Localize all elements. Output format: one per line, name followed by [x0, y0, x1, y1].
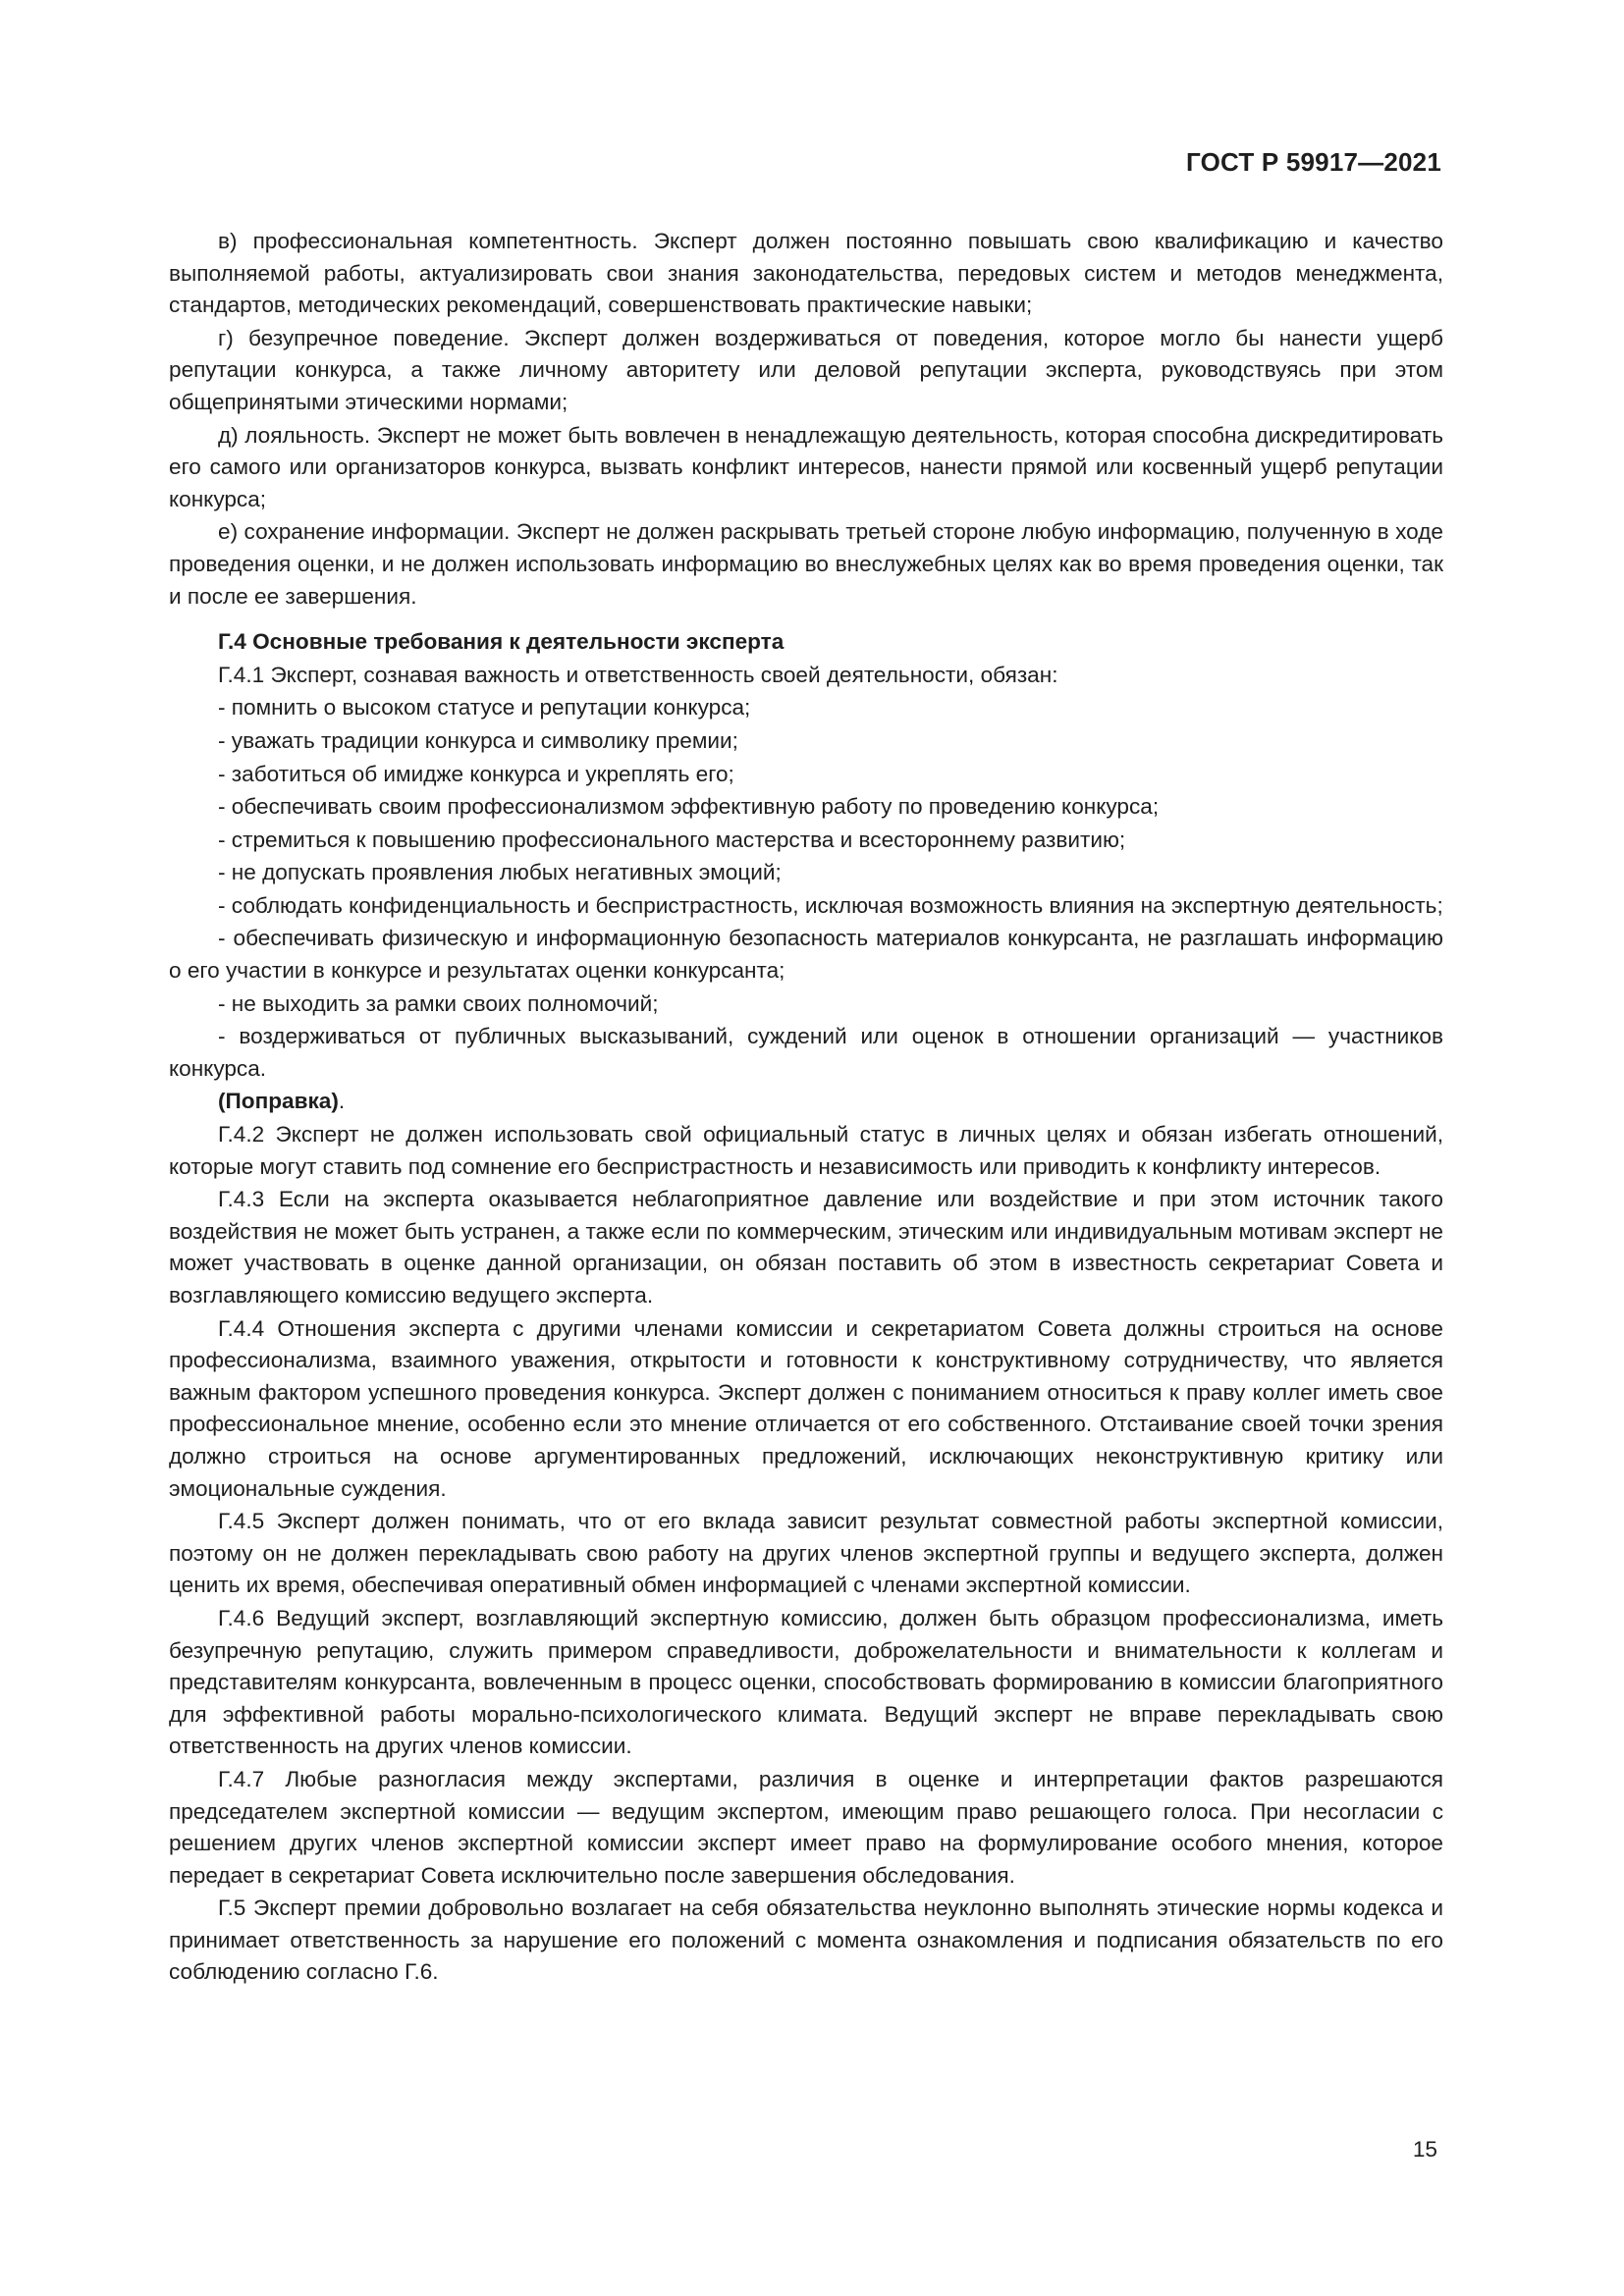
- paragraph-g42: Г.4.2 Эксперт не должен использовать свой официальный статус в личных целях и обязан избегать отношений, которые могут ставить под сомнение его беспристрастность и независимость или приводить к конфликту интересов.: [169, 1122, 1443, 1179]
- paragraph-e: е) сохранение информации. Эксперт не должен раскрывать третьей стороне любую информацию, полученную в ходе проведения оценки, и не должен использовать информацию во внеслужебных целях как во время проведения оценки, так и после ее завершения.: [169, 519, 1443, 609]
- list-item: - заботиться об имидже конкурса и укреплять его;: [218, 761, 734, 786]
- section-heading-g4: Г.4 Основные требования к деятельности эксперта: [218, 629, 785, 655]
- list-item: - не выходить за рамки своих полномочий;: [218, 990, 659, 1016]
- list-item: - помнить о высоком статусе и репутации конкурса;: [218, 695, 751, 721]
- amendment-note: [169, 1086, 1443, 1118]
- paragraph-d: д) лояльность. Эксперт не может быть вовлечен в ненадлежащую деятельность, которая способна дискредитировать его самого или организаторов конкурса, вызвать конфликт интересов, нанести прямой или косвенный ущерб репутации конкурса;: [169, 422, 1443, 511]
- paragraph-g41: Г.4.1 Эксперт, сознавая важность и ответственность своей деятельности, обязан:: [218, 662, 1058, 687]
- paragraph-v: в) профессиональная компетентность. Эксперт должен постоянно повышать свою квалификацию и качество выполняемой работы, актуализировать свои знания законодательства, передовых систем и методов менеджмента, стандартов, методических рекомендаций, совершенствовать практические навыки;: [169, 229, 1443, 318]
- amendment-tail: .: [338, 1089, 346, 1114]
- page-number: 15: [1412, 2137, 1437, 2162]
- document-code-header: ГОСТ Р 59917—2021: [1186, 147, 1441, 177]
- paragraph-g5: Г.5 Эксперт премии добровольно возлагает на себя обязательства неуклонно выполнять этические нормы кодекса и принимает ответственность за нарушение его положений с момента ознакомления и подписания обязательств по его соблюдению согласно Г.6.: [169, 1896, 1443, 1985]
- paragraph-g46: Г.4.6 Ведущий эксперт, возглавляющий экспертную комиссию, должен быть образцом профессионализма, иметь безупречную репутацию, служить примером справедливости, доброжелательности и внимательности к коллегам и представителям конкурсанта, вовлеченным в процесс оценки, способствовать формированию в комиссии благоприятного для эффективной работы морально-психологического климата. Ведущий эксперт не вправе перекладывать свою ответственность на других членов комиссии.: [169, 1605, 1443, 1759]
- list-item: - обеспечивать своим профессионализмом эффективную работу по проведению конкурса;: [218, 794, 1160, 820]
- paragraph-g: г) безупречное поведение. Эксперт должен воздерживаться от поведения, которое могло бы нанести ущерб репутации конкурса, а также личному авторитету или деловой репутации эксперта, руководствуясь при этом общепринятыми этическими нормами;: [169, 325, 1443, 414]
- paragraph-g43: Г.4.3 Если на эксперта оказывается неблагоприятное давление или воздействие и при этом источник такого воздействия не может быть устранен, а также если по коммерческим, этическим или индивидуальным мотивам эксперт не может участвовать в оценке данной организации, он обязан поставить об этом в известность секретариат Совета и возглавляющего комиссию ведущего эксперта.: [169, 1187, 1443, 1308]
- list-item: - не допускать проявления любых негативных эмоций;: [218, 860, 782, 885]
- paragraph-g47: Г.4.7 Любые разногласия между экспертами, различия в оценке и интерпретации фактов разрешаются председателем экспертной комиссии — ведущим экспертом, имеющим право решающего голоса. При несогласии с решением других членов экспертной комиссии эксперт имеет право на формулирование особого мнения, которое передает в секретариат Совета исключительно после завершения обследования.: [169, 1766, 1443, 1888]
- list-item: - соблюдать конфиденциальность и беспристрастность, исключая возможность влияния на экспертную деятельность;: [218, 892, 1443, 918]
- paragraph-g45: Г.4.5 Эксперт должен понимать, что от его вклада зависит результат совместной работы экспертной комиссии, поэтому он не должен перекладывать свою работу на других членов экспертной группы и ведущего эксперта, должен ценить их время, обеспечивая оперативный обмен информацией с членами экспертной комиссии.: [169, 1509, 1443, 1598]
- list-item: - уважать традиции конкурса и символику премии;: [218, 727, 738, 753]
- list-item: - стремиться к повышению профессионального мастерства и всестороннему развитию;: [218, 827, 1126, 852]
- list-item: - воздерживаться от публичных высказываний, суждений или оценок в отношении организаций — участников конкурса.: [169, 1024, 1443, 1081]
- list-item: - обеспечивать физическую и информационную безопасность материалов конкурсанта, не разглашать информацию о его участии в конкурсе и результатах оценки конкурсанта;: [169, 926, 1443, 984]
- amendment-label: (Поправка): [218, 1089, 339, 1114]
- paragraph-g44: Г.4.4 Отношения эксперта с другими членами комиссии и секретариатом Совета должны строиться на основе профессионализма, взаимного уважения, открытости и готовности к конструктивному сотрудничеству, что является важным фактором успешного проведения конкурса. Эксперт должен с пониманием относиться к праву коллег иметь свое профессиональное мнение, особенно если это мнение отличается от его собственного. Отстаивание своей точки зрения должно строиться на основе аргументированных предложений, исключающих неконструктивную критику или эмоциональные суждения.: [169, 1315, 1443, 1501]
- document-body: [169, 226, 1443, 1990]
